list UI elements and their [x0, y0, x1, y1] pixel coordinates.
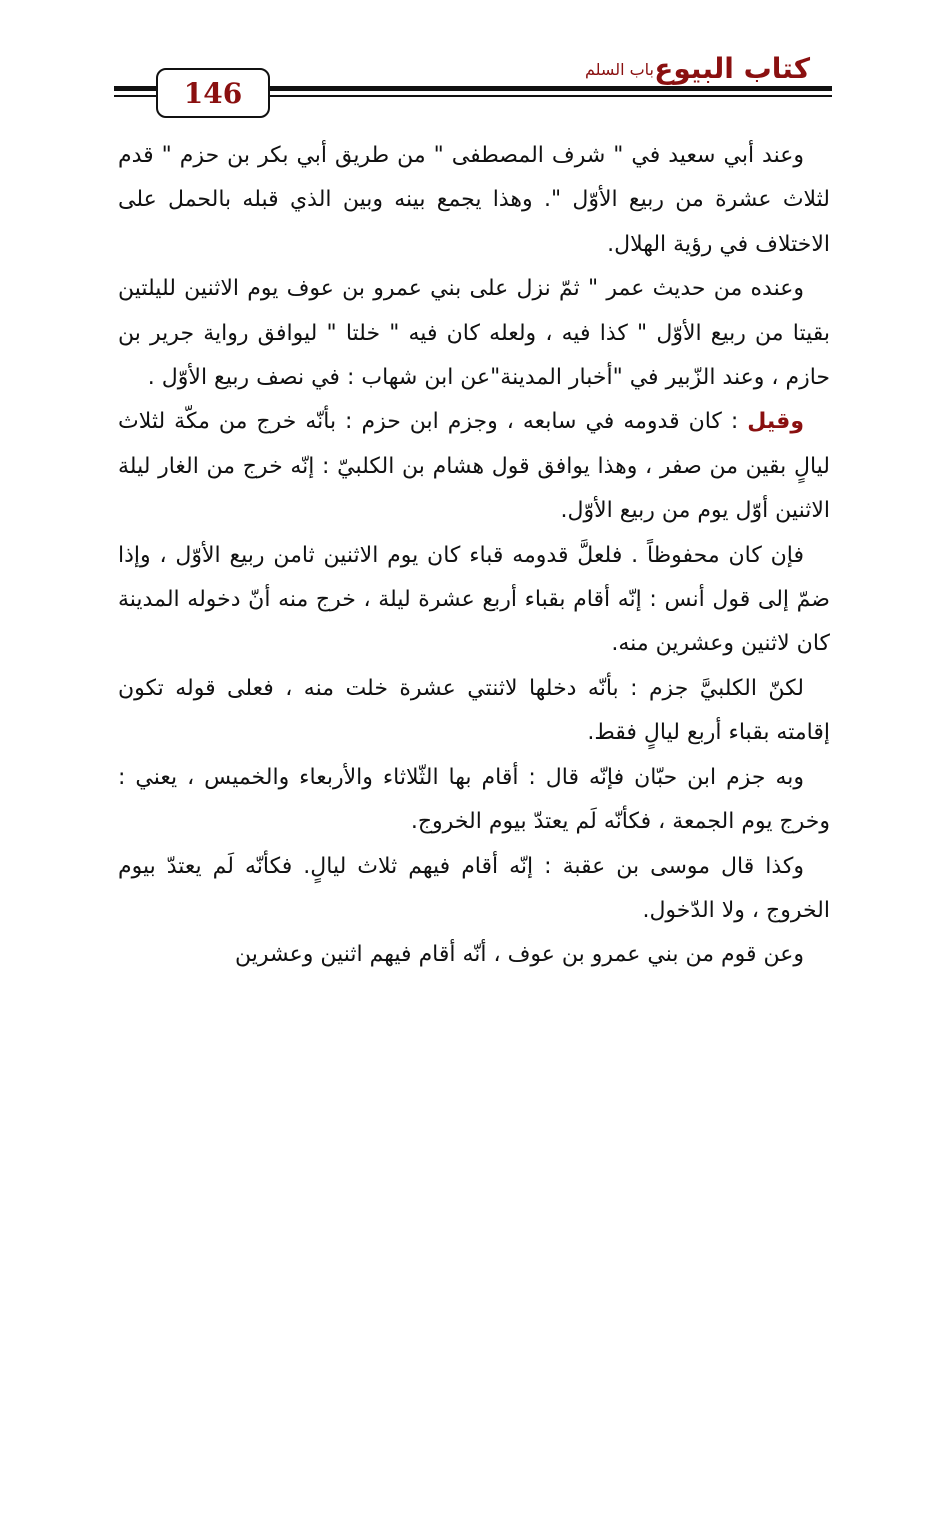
paragraph — [118, 667, 830, 756]
chapter-title: باب السلم — [584, 60, 654, 79]
page-header — [114, 50, 832, 120]
paragraph-text: فإن كان محفوظاً . فلعلَّ قدومه قباء كان يوم الاثنين ثامن ربيع الأوّل ، وإذا ضمّ إلى قول أنس : إنّه أقام بقباء أربع عشرة ليلة ، خرج منه أنّ دخوله المدينة كان لاثنين وعشرين منه. — [118, 542, 830, 657]
paragraph — [118, 933, 830, 977]
book-title: كتاب البيوع — [654, 52, 810, 85]
paragraph — [118, 134, 830, 267]
paragraph-lead-word: وقيل — [747, 409, 804, 435]
page-number-box — [156, 68, 270, 118]
paragraph-text: وبه جزم ابن حبّان فإنّه قال : أقام بها الثّلاثاء والأربعاء والخميس ، يعني : وخرج يوم الجمعة ، فكأنّه لَم يعتدّ بيوم الخروج. — [118, 764, 830, 835]
paragraph-text: : كان قدومه في سابعه ، وجزم ابن حزم : بأنّه خرج من مكّة لثلاث ليالٍ بقين من صفر ، وهذا يوافق قول هشام بن الكلبيّ : إنّه خرج من الغار ليلة الاثنين أوّل يوم من ربيع الأوّل. — [118, 409, 830, 524]
paragraph — [118, 534, 830, 667]
page-body — [118, 134, 830, 978]
paragraph — [118, 267, 830, 400]
paragraph-text: وكذا قال موسى بن عقبة : إنّه أقام فيهم ثلاث ليالٍ. فكأنّه لَم يعتدّ بيوم الخروج ، ولا الدّخول. — [118, 853, 830, 923]
paragraph-text: وعن قوم من بني عمرو بن عوف ، أنّه أقام فيهم اثنين وعشرين — [235, 942, 804, 968]
page-number: 146 — [183, 76, 243, 110]
paragraph — [118, 845, 830, 934]
paragraph-text: وعنده من حديث عمر " ثمّ نزل على بني عمرو بن عوف يوم الاثنين لليلتين بقيتا من ربيع الأوّل " كذا فيه ، ولعله كان فيه " خلتا " ليوافق رواية جرير بن حازم ، وعند الزّبير في "أخبار المدينة"عن ابن شهاب : في نصف ربيع الأوّل . — [118, 276, 830, 391]
paragraph-text: وعند أبي سعيد في " شرف المصطفى " من طريق أبي بكر بن حزم " قدم لثلاث عشرة من ربيع الأوّل ". وهذا يجمع بينه وبين الذي قبله بالحمل على الاختلاف في رؤية الهلال. — [118, 143, 830, 257]
paragraph — [118, 400, 830, 533]
paragraph — [118, 756, 830, 845]
paragraph-text: لكنّ الكلبيَّ جزم : بأنّه دخلها لاثنتي عشرة خلت منه ، فعلى قوله تكون إقامته بقباء أربع ليالٍ فقط. — [118, 675, 830, 746]
